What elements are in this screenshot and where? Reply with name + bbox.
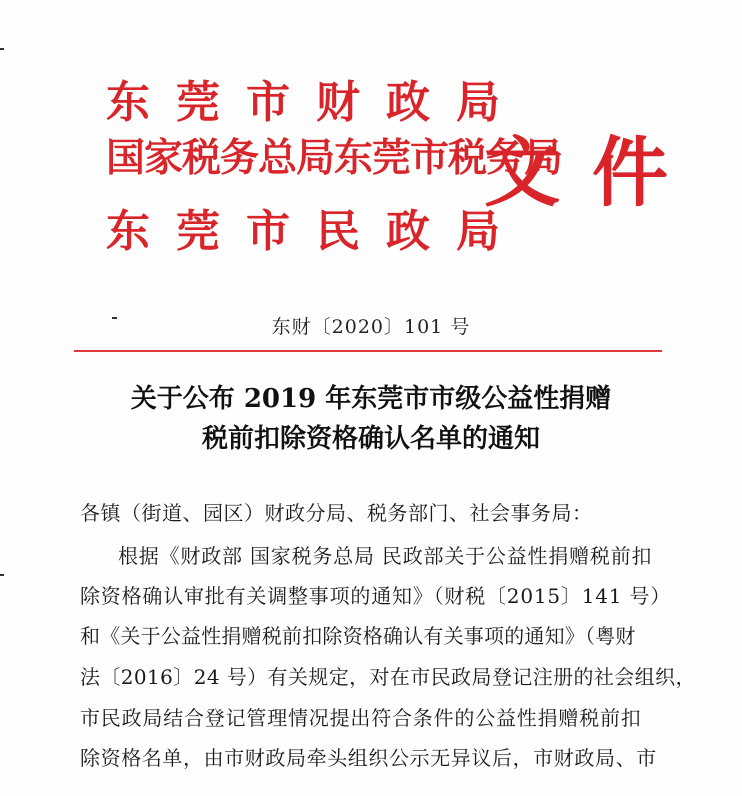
scan-artifact <box>112 317 117 319</box>
issuing-agency-tax: 国家税务总局东莞市税务局 <box>106 135 563 181</box>
body-text-line: 和《关于公益性捐赠税前扣除资格确认有关事项的通知》（粤财 <box>80 624 636 648</box>
document-type-label: 文件 <box>484 128 700 217</box>
body-text-line: 除资格确认审批有关调整事项的通知》（财税〔2015〕141 号） <box>80 584 672 608</box>
issuing-agency-finance: 东莞市财政局 <box>106 77 526 128</box>
salutation: 各镇（街道、园区）财政分局、税务部门、社会事务局： <box>80 501 593 525</box>
document-title-line-2: 税前扣除资格确认名单的通知 <box>201 424 540 454</box>
scan-artifact <box>0 48 4 50</box>
red-divider-line <box>74 350 662 352</box>
scan-artifact <box>0 574 4 576</box>
body-text-line: 根据《财政部 国家税务总局 民政部关于公益性捐赠税前扣 <box>118 544 653 568</box>
issuing-agency-civil-affairs: 东莞市民政局 <box>106 206 526 257</box>
body-text-line: 法〔2016〕24 号）有关规定，对在市民政局登记注册的社会组织， <box>80 665 696 689</box>
body-text-line: 除资格名单，由市财政局牵头组织公示无异议后，市财政局、市 <box>80 746 657 770</box>
body-text-line: 市民政局结合登记管理情况提出符合条件的公益性捐赠税前扣 <box>80 706 642 730</box>
document-number: 东财〔2020〕101 号 <box>271 316 471 338</box>
document-title-line-1: 关于公布 2019 年东莞市市级公益性捐赠 <box>130 384 612 414</box>
